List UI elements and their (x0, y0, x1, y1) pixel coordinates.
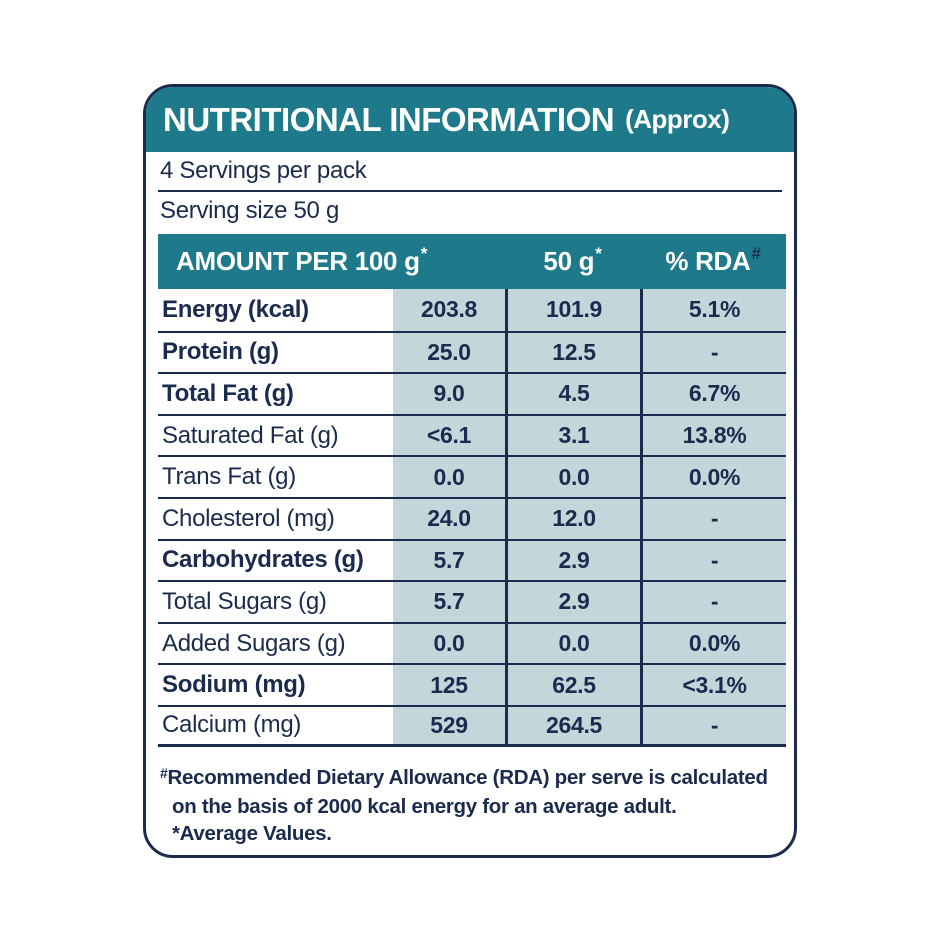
value-rda: 6.7% (640, 372, 786, 414)
value-rda: 5.1% (640, 289, 786, 331)
nutrient-name: Energy (kcal) (158, 289, 393, 331)
value-per-100g: <6.1 (393, 414, 505, 456)
servings-per-pack: 4 Servings per pack (158, 152, 782, 192)
value-per-50g: 101.9 (505, 289, 640, 331)
nutrient-name: Total Sugars (g) (158, 580, 393, 622)
column-header-50g (505, 234, 640, 289)
column-header-label: % RDA (665, 246, 751, 276)
column-header-label: 50 g (543, 246, 595, 276)
value-per-50g: 2.9 (505, 539, 640, 581)
value-rda: - (640, 331, 786, 373)
footnotes (160, 764, 780, 847)
rda-footnote (160, 764, 780, 820)
nutrient-name: Cholesterol (mg) (158, 497, 393, 539)
value-per-100g: 5.7 (393, 539, 505, 581)
value-rda: - (640, 580, 786, 622)
value-per-50g: 2.9 (505, 580, 640, 622)
nutrition-label-card (143, 84, 797, 858)
value-per-100g: 125 (393, 663, 505, 705)
value-per-100g: 0.0 (393, 455, 505, 497)
value-per-50g: 3.1 (505, 414, 640, 456)
rda-footnote-text: Recommended Dietary Allowance (RDA) per serve is calculated on the basis of 2000 kcal energy for an average adult. (167, 765, 768, 818)
nutrient-name: Carbohydrates (g) (158, 539, 393, 581)
approx-label: (Approx) (625, 104, 730, 134)
value-per-100g: 9.0 (393, 372, 505, 414)
nutrient-name: Saturated Fat (g) (158, 414, 393, 456)
value-per-50g: 0.0 (505, 622, 640, 664)
value-rda: <3.1% (640, 663, 786, 705)
value-per-50g: 12.5 (505, 331, 640, 373)
hash-superscript: # (160, 764, 168, 781)
title-band (146, 87, 794, 152)
value-rda: - (640, 539, 786, 581)
column-header-rda (640, 234, 786, 289)
nutrient-name: Total Fat (g) (158, 372, 393, 414)
nutrient-name: Added Sugars (g) (158, 622, 393, 664)
value-rda: 13.8% (640, 414, 786, 456)
average-values-footnote: *Average Values. (172, 821, 332, 845)
value-per-100g: 203.8 (393, 289, 505, 331)
value-per-50g: 0.0 (505, 455, 640, 497)
value-rda: 0.0% (640, 455, 786, 497)
value-rda: - (640, 497, 786, 539)
nutrient-name: Protein (g) (158, 331, 393, 373)
nutrient-name: Sodium (mg) (158, 663, 393, 705)
hash-superscript: # (751, 243, 761, 263)
value-per-50g: 62.5 (505, 663, 640, 705)
value-per-50g: 4.5 (505, 372, 640, 414)
value-per-50g: 12.0 (505, 497, 640, 539)
asterisk-superscript: * (595, 243, 602, 263)
column-header-amount-per-100g (158, 234, 505, 289)
column-header-label: AMOUNT PER 100 g (176, 246, 420, 276)
asterisk-superscript: * (420, 243, 428, 263)
value-per-100g: 529 (393, 705, 505, 747)
nutrient-name: Trans Fat (g) (158, 455, 393, 497)
nutrient-name: Calcium (mg) (158, 705, 393, 747)
value-rda: 0.0% (640, 622, 786, 664)
value-per-100g: 0.0 (393, 622, 505, 664)
value-rda: - (640, 705, 786, 747)
serving-size: Serving size 50 g (160, 197, 340, 224)
value-per-100g: 24.0 (393, 497, 505, 539)
serving-info (158, 152, 782, 230)
value-per-100g: 5.7 (393, 580, 505, 622)
page-title: NUTRITIONAL INFORMATION (163, 100, 615, 138)
nutrition-table (158, 234, 786, 747)
value-per-100g: 25.0 (393, 331, 505, 373)
value-per-50g: 264.5 (505, 705, 640, 747)
